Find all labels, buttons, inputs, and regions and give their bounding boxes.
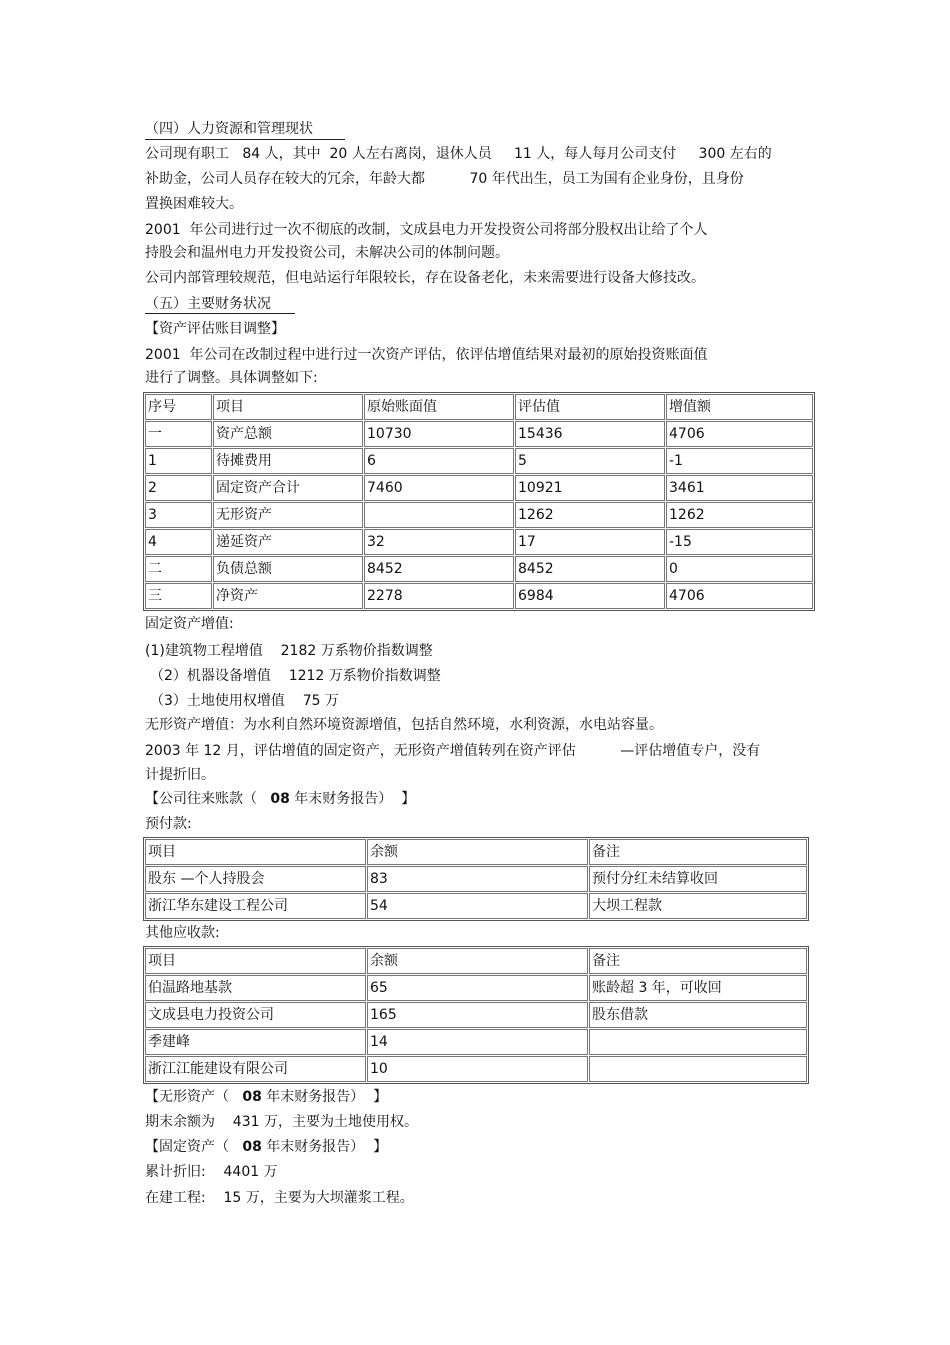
fixed-assets-title: 固定资产增值:	[145, 616, 234, 632]
p1-line-2: 补助金，公司人员存在较大的冗余，年龄大都 70 年代出生，员工为国有企业身份，且身份	[145, 171, 744, 187]
table-cell: 无形资产	[213, 502, 363, 528]
table-cell: 三	[145, 583, 212, 609]
table-row	[145, 529, 813, 555]
table-cell: 2278	[364, 583, 514, 609]
table-row	[145, 1002, 807, 1028]
fixed-asset-title	[145, 1138, 387, 1156]
table-cell: 6984	[515, 583, 665, 609]
table-cell: 浙江江能建设有限公司	[145, 1056, 366, 1082]
construction-in-progress: 在建工程: 15 万，主要为大坝灌浆工程。	[145, 1190, 414, 1206]
table-cell: 15436	[515, 421, 665, 447]
p5-line-1: 2003 年 12 月，评估增值的固定资产，无形资产增值转列在资产评估 —评估增值专户，没有	[145, 743, 761, 759]
table-cell: 1	[145, 448, 212, 474]
table-cell: 4706	[666, 421, 813, 447]
table-cell: 2	[145, 475, 212, 501]
fixed-asset-title-pre: 【固定资产（	[145, 1139, 243, 1155]
table-cell: 伯温路地基款	[145, 975, 366, 1001]
table-header-cell: 余额	[367, 839, 588, 865]
table-cell: 8452	[515, 556, 665, 582]
fixed-item-1: (1)建筑物工程增值 2182 万系物价指数调整	[145, 643, 433, 659]
prepay-title: 预付款:	[145, 816, 192, 832]
accounts-title	[145, 790, 415, 808]
table-header-cell: 评估值	[515, 394, 665, 420]
table-header-cell: 项目	[145, 839, 366, 865]
p2-line-1: 2001 年公司进行过一次不彻底的改制，文成县电力开发投资公司将部分股权出让给了个人	[145, 222, 708, 238]
sec4-underline	[145, 139, 345, 140]
table-row	[145, 448, 813, 474]
table-header-row	[145, 948, 807, 974]
table-cell: 10	[367, 1056, 588, 1082]
table-row	[145, 475, 813, 501]
table-cell: -15	[666, 529, 813, 555]
table-cell: 4	[145, 529, 212, 555]
sec5-underline	[145, 313, 295, 314]
table-cell: 资产总额	[213, 421, 363, 447]
table-cell: 10730	[364, 421, 514, 447]
table-cell	[364, 502, 514, 528]
table-row	[145, 583, 813, 609]
table-row	[145, 975, 807, 1001]
p4-line-1: 2001 年公司在改制过程中进行过一次资产评估，依评估增值结果对最初的原始投资账面值	[145, 347, 708, 363]
table-cell: 3	[145, 502, 212, 528]
table-header-row	[145, 394, 813, 420]
table-cell: 65	[367, 975, 588, 1001]
intangible-balance: 期末余额为 431 万，主要为土地使用权。	[145, 1114, 418, 1130]
intangible-title	[145, 1088, 387, 1106]
table-cell: 10921	[515, 475, 665, 501]
table-cell: 3461	[666, 475, 813, 501]
prepay-table	[143, 837, 809, 921]
table-cell: 5	[515, 448, 665, 474]
fixed-item-3: （3）土地使用权增值 75 万	[150, 693, 339, 709]
table-cell: 14	[367, 1029, 588, 1055]
sec4-title: （四）人力资源和管理现状	[145, 121, 313, 137]
table-cell: 文成县电力投资公司	[145, 1002, 366, 1028]
table-cell: 负债总额	[213, 556, 363, 582]
table-cell: 固定资产合计	[213, 475, 363, 501]
p2-line-2: 持股会和温州电力开发投资公司，未解决公司的体制问题。	[145, 245, 509, 261]
p4-line-2: 进行了调整。具体调整如下:	[145, 370, 318, 386]
table-cell: 预付分红未结算收回	[589, 866, 807, 892]
table-row	[145, 866, 807, 892]
table-cell: 递延资产	[213, 529, 363, 555]
table-header-cell: 序号	[145, 394, 212, 420]
asset-eval-title: 【资产评估账目调整】	[145, 321, 285, 337]
table-cell: 6	[364, 448, 514, 474]
table-row	[145, 1056, 807, 1082]
table-header-row	[145, 839, 807, 865]
table-cell: 1262	[515, 502, 665, 528]
table-cell: 待摊费用	[213, 448, 363, 474]
accumulated-depreciation: 累计折旧: 4401 万	[145, 1164, 278, 1180]
fixed-item-2: （2）机器设备增值 1212 万系物价指数调整	[150, 668, 441, 684]
fixed-asset-title-year: 08	[242, 1139, 262, 1155]
table-header-cell: 项目	[213, 394, 363, 420]
table-cell: 83	[367, 866, 588, 892]
sec5-title: （五）主要财务状况	[145, 296, 271, 312]
table-header-cell: 备注	[589, 948, 807, 974]
table-row	[145, 1029, 807, 1055]
table-cell: -1	[666, 448, 813, 474]
other-receivables-table	[143, 946, 809, 1084]
table-cell: 二	[145, 556, 212, 582]
accounts-title-year: 08	[270, 791, 290, 807]
table-cell	[589, 1056, 807, 1082]
table-header-cell: 原始账面值	[364, 394, 514, 420]
table-cell: 32	[364, 529, 514, 555]
intangible-title-pre: 【无形资产（	[145, 1089, 243, 1105]
table-header-cell: 备注	[589, 839, 807, 865]
table-cell: 季建峰	[145, 1029, 366, 1055]
accounts-title-post: 年末财务报告） 】	[289, 791, 416, 807]
table-row	[145, 502, 813, 528]
accounts-title-pre: 【公司往来账款（	[145, 791, 271, 807]
table-cell: 54	[367, 893, 588, 919]
table-cell: 账龄超 3 年，可收回	[589, 975, 807, 1001]
intangible-title-year: 08	[242, 1089, 262, 1105]
table-cell: 净资产	[213, 583, 363, 609]
table-cell: 4706	[666, 583, 813, 609]
asset-eval-table	[143, 392, 815, 611]
table-header-cell: 余额	[367, 948, 588, 974]
p5-line-2: 计提折旧。	[145, 767, 215, 783]
fixed-asset-title-post: 年末财务报告） 】	[261, 1139, 388, 1155]
table-cell: 股东借款	[589, 1002, 807, 1028]
table-header-cell: 项目	[145, 948, 366, 974]
p3: 公司内部管理较规范，但电站运行年限较长，存在设备老化，未来需要进行设备大修技改。	[145, 270, 705, 286]
table-cell: 7460	[364, 475, 514, 501]
intangible-increase: 无形资产增值：为水利自然环境资源增值，包括自然环境，水利资源，水电站容量。	[145, 717, 663, 733]
table-row	[145, 556, 813, 582]
table-cell: 0	[666, 556, 813, 582]
table-cell: 165	[367, 1002, 588, 1028]
table-cell	[589, 1029, 807, 1055]
table-cell: 17	[515, 529, 665, 555]
table-row	[145, 421, 813, 447]
table-cell: 大坝工程款	[589, 893, 807, 919]
p1-line-3: 置换困难较大。	[145, 196, 243, 212]
p1-line-1: 公司现有职工 84 人，其中 20 人左右离岗，退休人员 11 人，每人每月公司支付 300 左右的	[145, 146, 772, 162]
table-header-cell: 增值额	[666, 394, 813, 420]
intangible-title-post: 年末财务报告） 】	[261, 1089, 388, 1105]
other-receivables-title: 其他应收款:	[145, 925, 220, 941]
table-cell: 8452	[364, 556, 514, 582]
table-cell: 浙江华东建设工程公司	[145, 893, 366, 919]
table-row	[145, 893, 807, 919]
table-cell: 一	[145, 421, 212, 447]
table-cell: 股东 —个人持股会	[145, 866, 366, 892]
table-cell: 1262	[666, 502, 813, 528]
